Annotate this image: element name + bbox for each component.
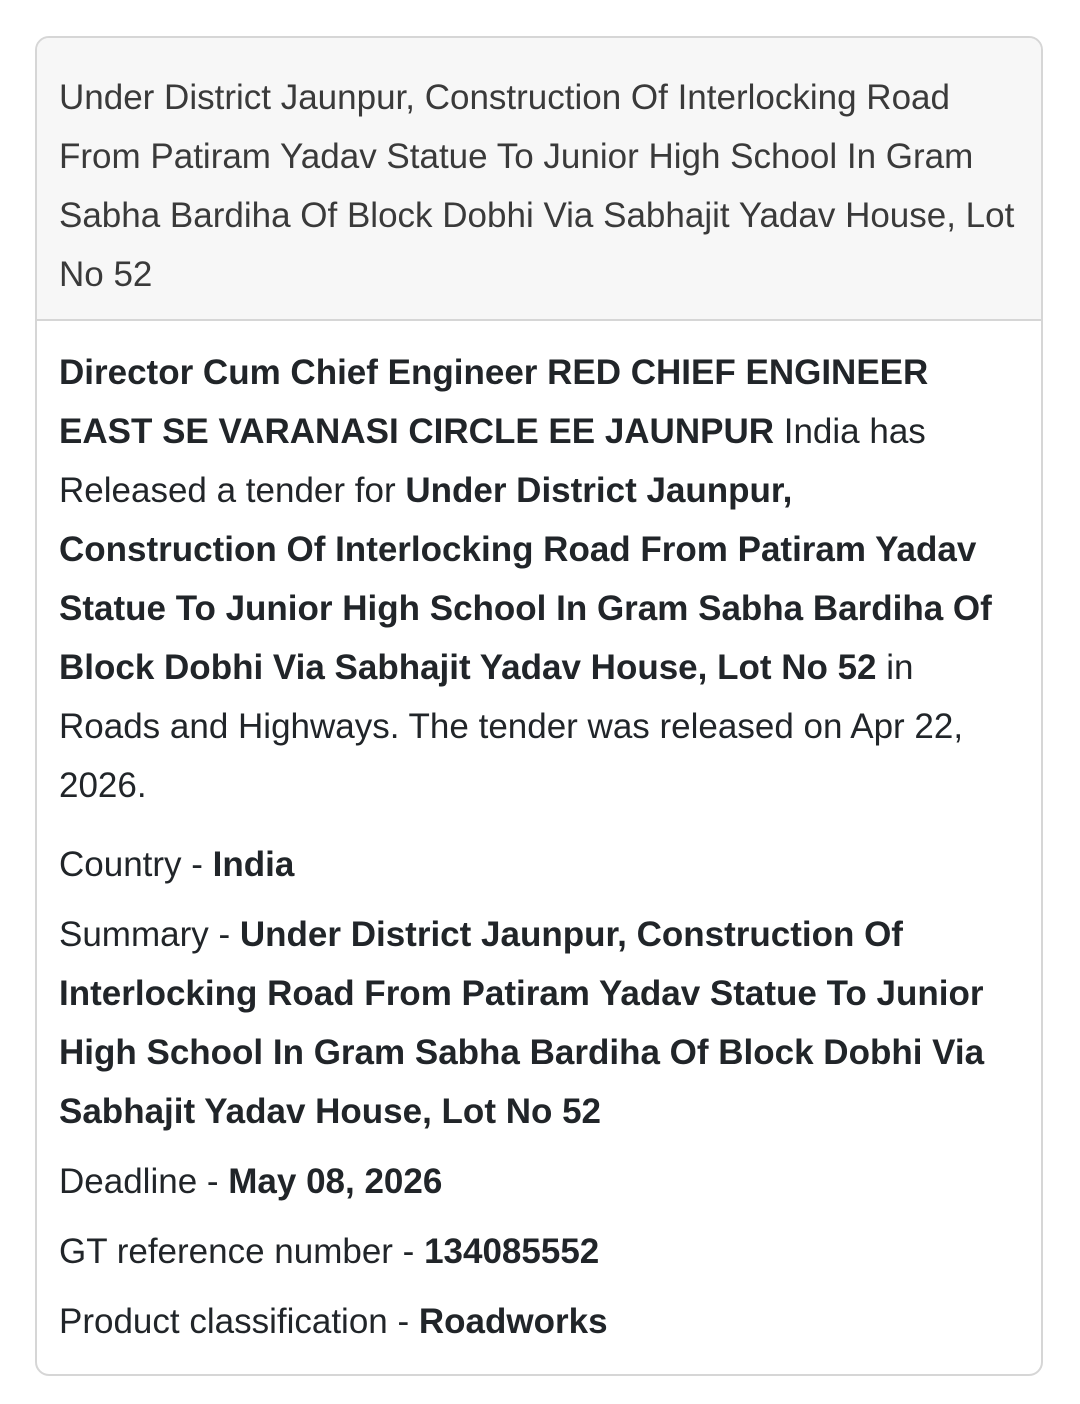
- detail-value: Under District Jaunpur, Construction Of Interlocking Road From Patiram Yadav Statue To Junior High School In Gram Sabha Bardiha Of Block Dobhi Via Sabhajit Yadav House, Lot No 52: [59, 915, 985, 1131]
- detail-value: India: [212, 845, 295, 884]
- tender-body: [37, 321, 1041, 1351]
- description-text-release: in Roads and Highways. The tender was released on Apr 22, 2026.: [59, 648, 964, 805]
- detail-label: Deadline -: [59, 1162, 229, 1201]
- detail-label: Summary -: [59, 915, 240, 954]
- tender-header: [37, 38, 1041, 321]
- description-text: India has Released a tender for: [59, 412, 926, 510]
- detail-label: Product classification -: [59, 1302, 419, 1341]
- detail-country: [59, 835, 1019, 894]
- tender-description: [59, 343, 1019, 815]
- detail-value: 134085552: [424, 1232, 600, 1271]
- detail-deadline: [59, 1152, 1019, 1211]
- detail-product-classification: [59, 1292, 1019, 1351]
- organization: Director Cum Chief Engineer RED CHIEF ENGINEER EAST SE VARANASI CIRCLE EE JAUNPUR: [59, 353, 929, 451]
- tender-title: Under District Jaunpur, Construction Of Interlocking Road From Patiram Yadav Statue To Junior High School In Gram Sabha Bardiha Of Block Dobhi Via Sabhajit Yadav House, Lot No 52: [59, 78, 1015, 294]
- detail-value: Roadworks: [418, 1302, 608, 1341]
- detail-value: May 08, 2026: [228, 1162, 443, 1201]
- detail-label: GT reference number -: [59, 1232, 425, 1271]
- detail-label: Country -: [59, 845, 213, 884]
- detail-reference-number: [59, 1222, 1019, 1281]
- tender-card: [35, 36, 1043, 1376]
- detail-summary: [59, 905, 1019, 1141]
- description-tender-title: Under District Jaunpur, Construction Of Interlocking Road From Patiram Yadav Statue To Junior High School In Gram Sabha Bardiha Of Block Dobhi Via Sabhajit Yadav House, Lot No 52: [59, 471, 992, 687]
